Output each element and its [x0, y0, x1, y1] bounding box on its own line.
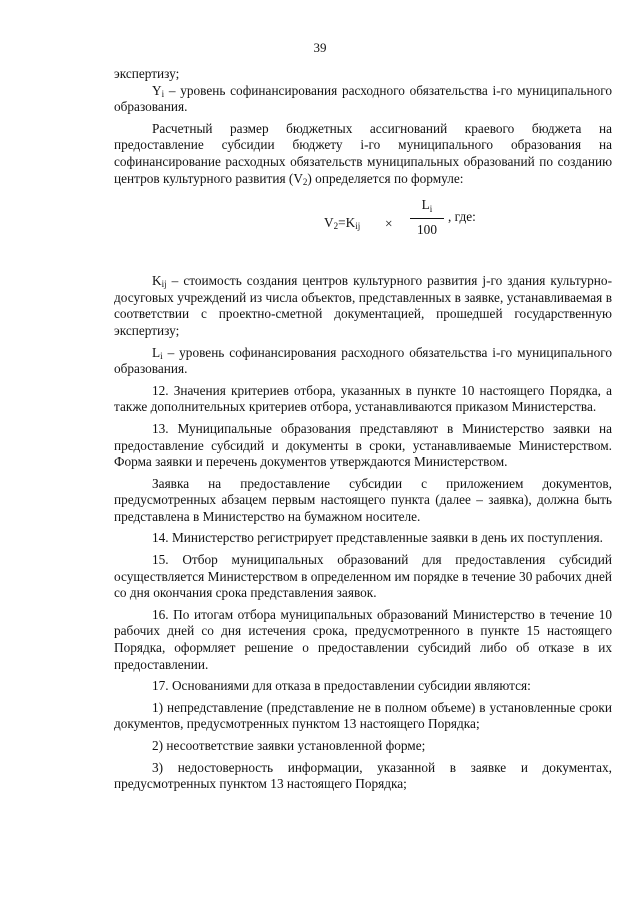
kij-text: – стоимость создания центров культурного развития j-го здания культурно-досуговых учреждений из числа объектов, представленных в заявке, устанавливаемая в соответствии с проектно-сметной документацией, прошедшей государственную экспертизу;: [114, 273, 612, 338]
formula-fraction-line: [410, 218, 444, 219]
paragraph-13-application: Заявка на предоставление субсидии с приложением документов, предусмотренных абзацем первым настоящего пункта (далее – заявка), должна быть представлена в Министерство на бумажном носителе.: [114, 475, 612, 524]
yi-subscript: i: [161, 88, 165, 99]
formula-numerator: [412, 197, 442, 218]
formula: [114, 195, 612, 257]
formula-denominator: 100: [417, 222, 437, 238]
kij-subscript: ij: [161, 279, 167, 290]
paragraph-17-item-1: 1) непредставление (представление не в полном объеме) в установленные сроки документов, предусмотренных пунктом 13 настоящего Порядка;: [114, 699, 612, 732]
paragraph-17-item-3: 3) недостоверность информации, указанной в заявке и документах, предусмотренных пунктом 13 настоящего Порядка;: [114, 759, 612, 792]
li-subscript: i: [160, 350, 163, 361]
page-number: 39: [313, 40, 327, 55]
formula-num-subscript: i: [429, 204, 433, 215]
paragraph-yi-definition: [114, 83, 612, 116]
li-text: – уровень софинансирования расходного обязательства i-го муниципального образования.: [114, 344, 612, 377]
paragraph-13: 13. Муниципальные образования представляют в Министерство заявки на предоставление субсидий и документы в сроки, устанавливаемые Министерством. Форма заявки и перечень документов утверждаются Министерством.: [114, 420, 612, 470]
paragraph-16: 16. По итогам отбора муниципальных образований Министерство в течение 10 рабочих дней со дня истечения срока, предусмотренного в пункте 15 настоящего Порядка, оформляет решение о предоставлении субсидий либо об отказе в их предоставлении.: [114, 606, 612, 672]
formula-eq-k: =K: [338, 215, 356, 231]
calc-intro-subscript: 2: [302, 176, 308, 187]
formula-suffix: , где:: [448, 209, 476, 225]
formula-k-subscript: ij: [355, 221, 361, 232]
yi-symbol: Y: [152, 82, 162, 98]
formula-v-subscript: 2: [333, 221, 339, 232]
paragraph-expertise: экспертизу;: [114, 66, 180, 81]
calc-intro-text: Расчетный размер бюджетных ассигнований краевого бюджета на предоставление субсидии бюджету i-го муниципального образования на софинансирование расходных обязательств муниципальных образований по созданию центров культурного развития (V: [114, 120, 612, 186]
paragraph-14: 14. Министерство регистрирует представленные заявки в день их поступления.: [152, 530, 603, 546]
paragraph-17-item-2: 2) несоответствие заявки установленной форме;: [152, 738, 426, 753]
formula-num-l: L: [421, 197, 430, 213]
paragraph-kij-definition: [114, 273, 612, 339]
calc-intro-end: ) определяется по формуле:: [307, 170, 464, 186]
kij-symbol: K: [152, 273, 162, 289]
yi-text: – уровень софинансирования расходного обязательства i-го муниципального образования.: [114, 82, 612, 115]
document-body: [114, 66, 612, 793]
formula-times: ×: [385, 216, 393, 232]
paragraph-17: 17. Основаниями для отказа в предоставлении субсидии являются:: [152, 678, 531, 694]
formula-v: V: [324, 215, 334, 231]
li-symbol: L: [152, 344, 161, 360]
paragraph-li-definition: [114, 345, 612, 378]
formula-lhs: [324, 215, 360, 232]
paragraph-15: 15. Отбор муниципальных образований для предоставления субсидий осуществляется Министерством в определенном им порядке в течение 30 рабочих дней со дня окончания срока представления заявок.: [114, 552, 612, 601]
paragraph-12: 12. Значения критериев отбора, указанных в пункте 10 настоящего Порядка, а также дополнительных критериев отбора, устанавливаются приказом Министерства.: [114, 382, 612, 415]
paragraph-calc-intro: [114, 121, 612, 187]
